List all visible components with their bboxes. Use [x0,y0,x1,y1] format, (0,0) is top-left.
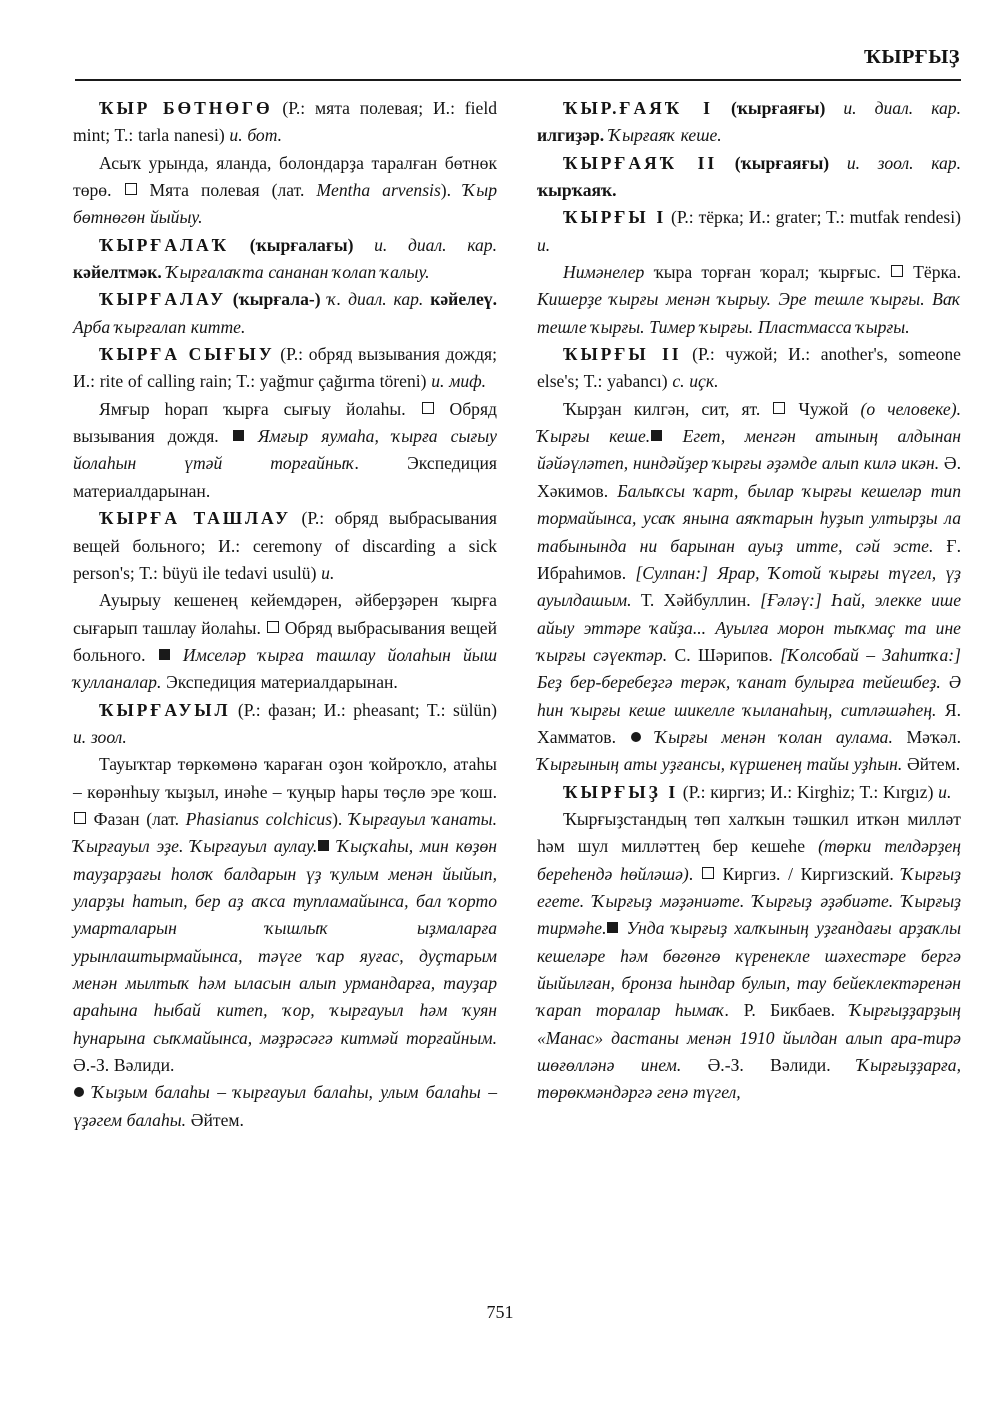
dictionary-entry [73,505,497,587]
entry-headword: ҠЫРҒА ТАШЛАУ [99,508,291,529]
entry-gloss: (ҡырғала-) [225,289,328,310]
dictionary-entry [73,341,497,396]
text-run: Ҡырғыҙ егете. Ҡырғыҙ мәҙәниәте. Ҡырғыҙ әҙәбиәте. Ҡырғыҙ тирмәһе. [537,863,961,939]
page-number: 751 [486,1302,514,1322]
entry-definition [73,751,497,1079]
text-run: Балыҡсы ҡарт, былар ҡырғы кешеләр тип тормайынса, усаҡ янына аяҡтарын һуҙып ултырҙы ла табынында ни барынан ауыҙ итте, сәй эсте. [537,480,961,556]
text-run: Я. Хамматов. [537,699,961,747]
text-run: Киргиз. / Киргизский. [714,863,902,884]
text-run: Ҡыр бөтнөгөн йыйыу. [73,180,497,228]
text-run: Асыҡ урында, яланда, болондарҙа таралған бөтнөк төрө. [73,152,497,201]
filled-square-marker [233,430,244,441]
entry-cross-reference: кәйелтмәк. [73,262,162,283]
entry-gloss: (ҡырғалағы) [229,234,375,255]
entry-gloss: (Р.: тёрка; И.: grater; T.: mutfak rendesi) [666,207,961,228]
text-run: Тауыҡтар төркөмөнә ҡараған оҙон ҡойроҡло, атаһы – көрәнһыу ҡыҙыл, инәһе – ҡуңыр һары төҫлө эре ҡош. [73,754,497,802]
entry-grammar-label: и. [537,234,551,255]
text-run: [Ҡолсобай – Заһитҡа:] Беҙ бер-беребеҙгә терәк, ҡанат булырға тейешбеҙ. Ә һин ҡырғы кеше шикелле ҡыланаһың, ситләшәһең. [537,644,961,720]
text-run: С. Шәрипов. [667,644,781,665]
text-run: Ҡырғыҙстандың төп халҡын тәшкил иткән милләт һәм шул милләттең бер кешеһе [537,808,961,857]
running-head [75,46,960,80]
entry-cross-reference: илгиҙәр. [537,125,605,146]
entry-example: Арба ҡырғалап китте. [73,316,246,337]
dictionary-entry [73,95,497,150]
entry-headword: ҠЫРҒАУЫЛ [99,699,231,720]
entry-headword: ҠЫРҒЫ I [563,207,667,228]
entry-grammar-label: и. зоол. кар. [846,152,961,173]
text-run: [Ғәләү:] Һай, элекке ише айыу эттәре ҡайҙа... Ауылға морон тыҡмаҫ та ине ҡырғы сәүектәр. [537,590,961,665]
dictionary-entry [537,779,961,806]
text-run: Ҡыҙым балаһы – ҡырғауыл балаһы, улым балаһы – үҙәгем балаһы. [73,1082,497,1130]
running-head-title: ҠЫРҒЫҘ [863,46,960,68]
text-run: ). [440,180,464,201]
entry-definition [73,396,497,505]
dictionary-entry [73,697,497,752]
open-square-marker [74,812,86,824]
entry-headword: ҠЫРҒА СЫҒЫУ [99,344,275,365]
text-run: Ҡырғының аты уҙғансы, күршенең тайы уҙһын. [537,754,903,775]
entry-grammar-label: и. диал. кар. [374,234,497,255]
entry-definition [537,396,961,779]
entry-grammar-label: с. иҫк. [672,371,719,392]
body-columns [73,95,961,1290]
text-run: Кишерҙе ҡырғы менән ҡырыу. Эре тешле ҡырғы. Ваҡ тешле ҡырғы. Тимер ҡырғы. Пластмасса ҡырғы. [537,289,961,337]
text-run: Егет, менгән атының алдынан йәйәүләтеп, ниндәйҙер ҡырғы әҙәмде алып килә икән. [537,426,961,474]
entry-gloss: (ҡырғаяғы) [712,98,844,118]
entry-cross-reference: кәйелеү. [423,289,497,310]
entry-definition [73,150,497,232]
entry-grammar-label: ҡ. диал. кар. [327,289,424,310]
entry-example: Ҡырғаяҡ кеше. [604,125,722,146]
text-run: Мята полевая (лат. [137,180,317,201]
text-run: Обряд выбрасывания вещей больного. [73,617,497,665]
entry-definition [73,1079,497,1134]
dictionary-entry [537,95,961,150]
entry-grammar-label: и. [321,562,335,583]
text-run: Экспедиция материалдарынан. [73,453,497,501]
open-square-marker [422,402,434,414]
text-run: Фазан (лат. [87,808,186,829]
dictionary-entry [73,232,497,287]
entry-gloss: (ҡырғаяғы) [717,152,847,173]
entry-gloss: (Р.: киргиз; И.: Kirghiz; T.: Kırgız) [678,781,939,802]
text-run: Ауырыу кешенең кейемдәрен, әйберҙәрен ҡырға сығарып ташлау йолаһы. [73,590,497,638]
entry-grammar-label: и. зоол. [73,726,127,747]
text-run: Ә.-З. Вәлиди. [681,1055,857,1076]
text-run: ). [332,808,349,829]
text-run: Mentha arvensis [316,180,441,201]
text-run: Phasianus colchicus [185,808,333,829]
dictionary-entry [537,204,961,259]
entry-gloss: (Р.: обряд выбрасывания вещей больного; И.: ceremony of discarding a sick person's; T.: büyü ile tedavi usulü) [73,508,497,583]
text-run: Имселәр ҡырға ташлау йолаһын йыш ҡулланалар. [73,644,497,693]
entry-grammar-label: и. диал. кар. [843,98,961,118]
filled-square-marker [651,430,662,441]
text-run: Обряд вызывания дождя. [73,398,497,447]
filled-circle-marker [74,1087,84,1097]
entry-gloss: (Р.: чужой; И.: another's, someone else's; T.: yabancı) [537,344,961,392]
entry-definition [537,259,961,341]
text-run: Ҡырҙан килгән, сит, ят. [563,398,773,419]
text-run: Ҡырғыҙҙарҙың «Манас» дастаны менән 1910 йылдан алып ара-тирә шөғөлләнә инем. [537,1000,961,1076]
open-square-marker [125,183,137,195]
text-run: Экспедиция материалдарынан. [161,672,398,693]
dictionary-entry [537,150,961,205]
header-rule [75,79,961,81]
entry-gloss: (Р.: фазан; И.: pheasant; T.: sülün) [230,699,497,720]
text-run: [Сулпан:] Ярар, Ҡотой ҡырғы түгел, үҙ ауылдашым. [537,562,961,611]
text-run: Тёрка. [903,262,961,283]
open-square-marker [891,265,903,277]
right-column [537,95,961,1290]
text-run: Т. Хәйбуллин. [631,590,761,611]
entry-gloss: (Р.: мята полевая; И.: field mint; T.: tarla nanesi) [73,98,498,146]
text-run: Ҡыҫҡаһы, мин көҙөн тауҙарҙағы һолоҡ балдарын үҙ ҡулым менән йыйып, уларҙы һатып, бер аҙ аҡса тупламайынса, бал ҡорто умарталарын ҡышлыҡ ыҙмаларға урынлаштырмайынса, тәүге ҡар яуғас, дуҫтарым менән мылтыҡ һәм ыласын алып урмандарға, тауҙар араһына һыбай китеп, ҡор, ҡырғауыл һәм ҡуян һунарына сыҡмайынса, мәҙрәсәгә китмәй торғайным. [73,836,497,1048]
dictionary-entry [73,286,497,341]
entry-headword: ҠЫР.ҒАЯҠ I [563,98,713,118]
text-run: Р. Бикбаев. [729,1000,850,1021]
text-run: Ҡырғыҙҙарға, төрөкмәндәргә генә түгел, [537,1055,961,1103]
filled-square-marker [159,649,170,660]
entry-gloss: (Р.: обряд вызывания дождя; И.: rite of calling rain; T.: yağmur çağırma töreni) [73,344,497,392]
text-run: Ә. Хәкимов. [537,453,962,501]
text-run: Әйтем. [902,754,961,775]
text-run: Ә.-З. Вәлиди. [73,1055,175,1076]
entry-definition [73,587,497,696]
text-run: Мәҡәл. [892,726,961,747]
text-run: ҡыра торған ҡорал; ҡырғыс. [644,262,890,283]
entry-headword: ҠЫРҒАЯҠ II [563,152,718,173]
entry-definition [537,806,961,1107]
filled-square-marker [318,840,329,851]
text-run: (о человеке). Ҡырғы кеше. [537,398,961,447]
entry-example: Ҡырғалаҡта сананан ҡолап ҡалыу. [161,262,430,283]
entry-headword: ҠЫРҒЫҘ I [563,781,679,802]
text-run: Әйтем. [186,1109,244,1130]
text-run: (төрки телдәрҙең береһендә һөйләшә) [537,836,961,884]
text-run: . [688,863,701,884]
open-square-marker [773,402,785,414]
open-square-marker [267,621,279,633]
text-run: Ҡырғауыл ҡанаты. Ҡырғауыл эҙе. Ҡырғауыл аулау. [73,808,497,857]
entry-headword: ҠЫРҒЫ II [563,344,682,365]
entry-cross-reference: ҡырҡаяҡ. [537,180,617,201]
text-run: Ямғыр яумаһа, ҡырға сығыу йолаһын үтәй торғайныҡ. [73,426,497,474]
text-run: Унда ҡырғыҙ халҡының уҙғандағы арҙаҡлы кешеләре һәм бөгөнгө күренекле шәхестәре бергә йыйылған, бронза һындар булып, тау бейеклектәренән ҡарап торалар һымаҡ. [537,918,961,1021]
entry-headword: ҠЫР БӨТНӨГӨ [99,98,273,118]
text-run: Ямғыр һорап ҡырға сығыу йолаһы. [99,398,421,419]
text-run: Нимәнелер [563,262,645,283]
entry-grammar-label: и. миф. [431,371,487,392]
entry-headword: ҠЫРҒАЛАҠ [99,234,230,255]
entry-headword: ҠЫРҒАЛАУ [99,289,226,310]
text-run: Ғ. Ибраһимов. [537,535,961,583]
open-square-marker [702,867,714,879]
filled-circle-marker [631,732,641,742]
entry-grammar-label: и. [938,781,952,802]
entry-grammar-label: и. бот. [229,125,283,146]
text-run: Чужой [786,398,861,419]
left-column [73,95,497,1290]
dictionary-entry [537,341,961,396]
text-run: Ҡырғы менән ҡолан аулама. [641,726,893,747]
filled-square-marker [607,922,618,933]
